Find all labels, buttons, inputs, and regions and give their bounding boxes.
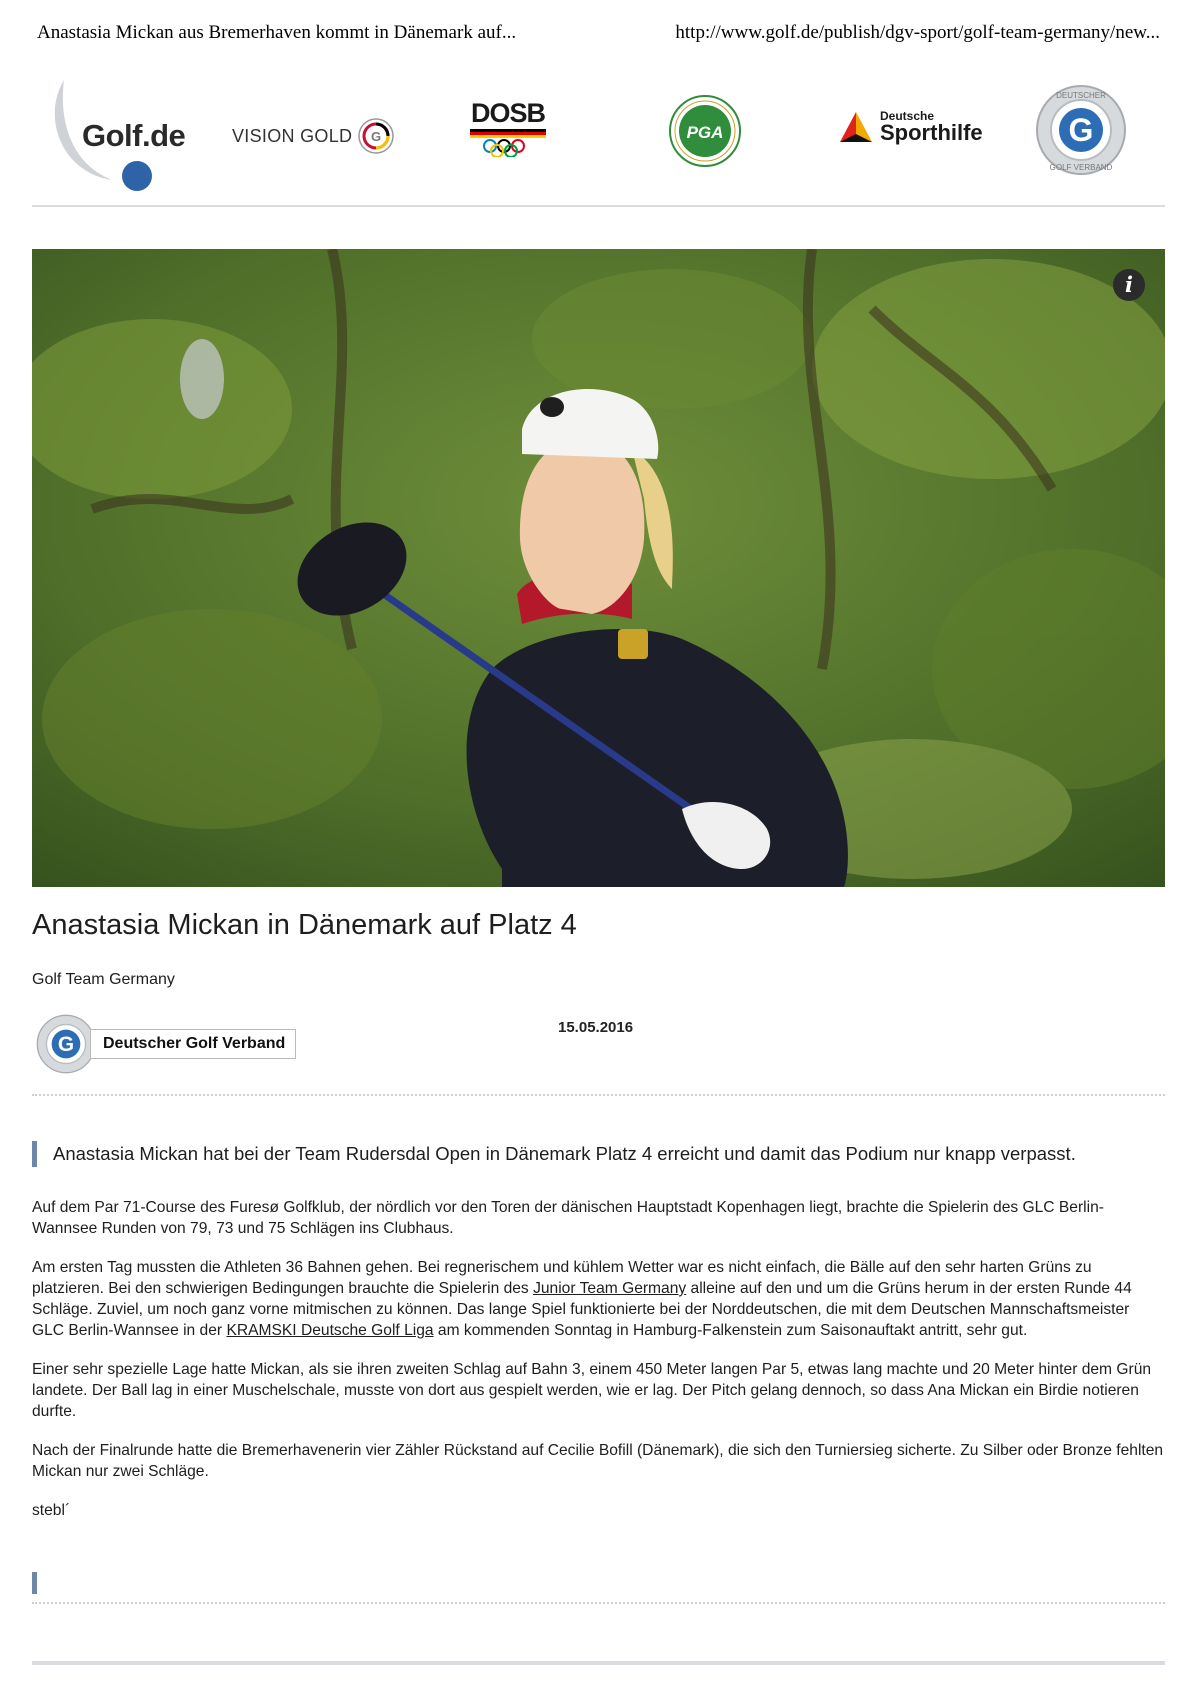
pga-logo[interactable] bbox=[668, 94, 742, 173]
article-paragraph-3: Einer sehr spezielle Lage hatte Mickan, als sie ihren zweiten Schlag auf Bahn 3, einem 450 Meter langen Par 5, etwas lang machte und 20 Meter hinter dem Grün landete. Der Ball lag in einer Muschelschale, musste von dort aus gespielt werden, wie er lag. Der Pitch gelang dennoch, so dass Ana Mickan ein Birdie notieren durfte. bbox=[32, 1361, 1152, 1420]
kramski-golf-liga-link[interactable]: KRAMSKI Deutsche Golf Liga bbox=[226, 1322, 434, 1339]
sporthilfe-triangle-icon bbox=[838, 110, 874, 144]
p2-text-a: Am ersten Tag mussten die Athleten 36 Bahnen gehen. Bei regnerischem und kühlem Wetter war es nicht einfach, die Bälle auf den sehr harten Grüns zu platzieren. Bei den schwierigen Bedingungen brauchte die Spielerin des bbox=[32, 1259, 1092, 1297]
sporthilfe-logo[interactable] bbox=[838, 110, 983, 144]
article-paragraph-1: Auf dem Par 71-Course des Furesø Golfklub, der nördlich vor den Toren der dänischen Hauptstadt Kopenhagen liegt, brachte die Spielerin des GLC Berlin-Wannsee Runden von 79, 73 und 75 Schlägen ins Clubhaus. bbox=[32, 1199, 1104, 1237]
pga-germany-icon bbox=[668, 94, 742, 168]
svg-text:G: G bbox=[57, 1033, 75, 1057]
dosb-logo[interactable] bbox=[468, 98, 548, 158]
info-icon[interactable]: i bbox=[1113, 269, 1145, 301]
olympic-rings-icon bbox=[468, 129, 548, 157]
article-body bbox=[32, 1197, 1165, 1539]
meta-divider bbox=[32, 1094, 1165, 1096]
article-date: 15.05.2016 bbox=[558, 1019, 634, 1036]
logo-bar bbox=[32, 70, 1165, 198]
print-header bbox=[0, 0, 1190, 60]
footer-dotted-divider bbox=[32, 1602, 1165, 1604]
pga-wordmark: PGA bbox=[686, 123, 724, 142]
svg-text:GOLF VERBAND: GOLF VERBAND bbox=[1049, 163, 1113, 172]
sporthilfe-small-text: Deutsche bbox=[880, 109, 935, 123]
vision-gold-wordmark: VISION GOLD bbox=[232, 125, 353, 146]
article-paragraph-2 bbox=[32, 1257, 1165, 1341]
golfde-wordmark: Golf.de bbox=[82, 118, 186, 153]
dgv-logo[interactable] bbox=[1035, 84, 1127, 181]
print-header-title: Anastasia Mickan aus Bremerhaven kommt in Dänemark auf... bbox=[37, 22, 517, 43]
article-signature: stebl´ bbox=[32, 1502, 71, 1519]
golfde-logo[interactable] bbox=[50, 76, 220, 194]
article-lead: Anastasia Mickan hat bei der Team Rudersdal Open in Dänemark Platz 4 erreicht und damit das Podium nur knapp verpasst. bbox=[32, 1141, 1165, 1167]
author-badge[interactable] bbox=[36, 1014, 296, 1074]
article-category[interactable]: Golf Team Germany bbox=[32, 971, 175, 988]
p2-text-c: am kommenden Sonntag in Hamburg-Falkenstein zum Saisonauftakt antritt, sehr gut. bbox=[433, 1322, 1028, 1339]
dgv-seal-icon bbox=[1035, 84, 1127, 176]
article-title: Anastasia Mickan in Dänemark auf Platz 4 bbox=[32, 909, 577, 941]
vision-gold-badge-icon bbox=[358, 118, 394, 154]
svg-text:G: G bbox=[1068, 112, 1094, 148]
header-divider bbox=[32, 205, 1165, 207]
dgv-author-icon bbox=[36, 1014, 96, 1074]
svg-text:G: G bbox=[371, 129, 382, 144]
sporthilfe-big-text: Sporthilfe bbox=[880, 120, 983, 145]
hero-image bbox=[32, 249, 1165, 887]
svg-text:DEUTSCHER: DEUTSCHER bbox=[1056, 91, 1106, 100]
author-name: Deutscher Golf Verband bbox=[90, 1029, 296, 1059]
quote-bar bbox=[32, 1572, 37, 1594]
golfer-photo bbox=[32, 249, 1165, 887]
footer-divider bbox=[32, 1661, 1165, 1665]
vision-gold-logo[interactable] bbox=[232, 118, 394, 154]
p2-text-b: alleine auf den und um die Grüns herum in der ersten Runde 44 Schläge. Zuviel, um noch ganz vorne mitmischen zu können. Das lange Spiel funktionierte bei der Norddeutschen, die mit dem Deutschen Mannschaftsmeister GLC Berlin-Wannsee in der bbox=[32, 1280, 1132, 1339]
junior-team-germany-link[interactable]: Junior Team Germany bbox=[533, 1280, 687, 1297]
article-paragraph-4: Nach der Finalrunde hatte die Bremerhavenerin vier Zähler Rückstand auf Cecilie Bofill (Dänemark), die sich den Turniersieg sicherte. Zu Silber oder Bronze fehlten Mickan nur zwei Schläge. bbox=[32, 1442, 1164, 1480]
dosb-wordmark: DOSB bbox=[470, 98, 545, 128]
print-header-url[interactable]: http://www.golf.de/publish/dgv-sport/golf-team-germany/new... bbox=[675, 22, 1160, 43]
